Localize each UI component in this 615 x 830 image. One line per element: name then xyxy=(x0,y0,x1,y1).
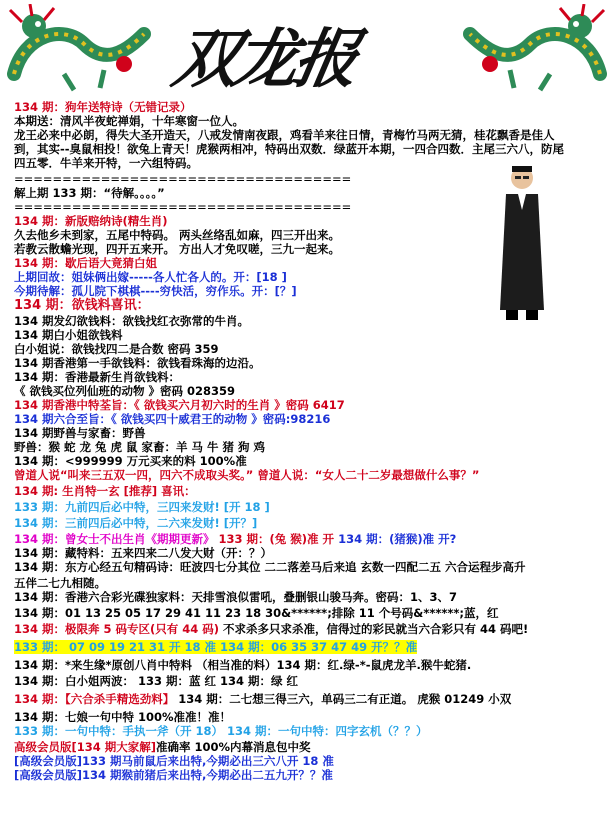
text-line-3-part-1: 龙王必来中必朗，得失大圣开造天，八戒发情南夜跟，鸡看羊来往日情，青梅竹马两无猜，桂花飘香是佳人到，其实--臭鼠相投！欲兔上青天！虎猴两相冲，特码出双数．绿蓝开本期，一四合四数．主尾三六八，防尾四五零．牛羊来开特，一六组特码。 xyxy=(14,128,565,170)
dragon-left-icon xyxy=(4,4,154,96)
text-line-32-part-1: 五伴二七九相随。 xyxy=(14,576,106,590)
text-line-1 xyxy=(14,100,192,114)
text-line-9 xyxy=(14,242,340,256)
text-line-19 xyxy=(14,384,235,398)
text-line-11-part-1: 上期回故：姐妹俩出嫁-----各人忙各人的。开：[18 ] xyxy=(14,270,287,284)
text-line-36-part-1: 133 期： 07 09 19 21 31 开 18 准 134 期：06 35 37 47 49 开？？准 xyxy=(14,640,418,654)
text-line-5 xyxy=(14,186,165,200)
text-line-9-part-1: 若教云散蟾光现，四开五来开。 方出人才免叹嗟，三九一起来。 xyxy=(14,242,341,256)
text-line-42-part-1: 高级会员版[134 期大家解] xyxy=(14,740,157,754)
text-line-30 xyxy=(14,546,272,560)
text-line-25-part-1: 曾道人说“叫来三五双一四，四六不成取头奖。” 曾道人说：“女人二十二岁最想做什么事？” xyxy=(14,468,480,482)
text-line-30-part-1: 134 期：藏特料：五来四来二八发大财（开：？） xyxy=(14,546,273,560)
text-line-16 xyxy=(14,342,219,356)
text-line-39-part-1: 134 期：【六合杀手精选劲料】 xyxy=(14,692,175,706)
text-line-23 xyxy=(14,440,265,454)
text-line-24-part-1: 134 期：<999999 万元买来的料 100%准 xyxy=(14,454,247,468)
text-line-35-part-2: 不求杀多只求杀准，信得过的彩民就当六合彩只有 44 码吧! xyxy=(219,622,529,636)
text-line-29-part-1: 134 期：曾女士不出生肖《期期更新》 xyxy=(14,532,215,546)
text-line-34-part-1: 134 期：01 13 25 05 17 29 41 11 23 18 30&******;排除 11 个号码&******;蓝，红 xyxy=(14,606,499,620)
text-line-39-part-2: 134 期：二七想三得三六，单码三二有正道。 虎猴 01249 小双 xyxy=(174,692,512,706)
text-line-29-part-2: 133 期：(兔 猴)准 开 xyxy=(214,532,339,546)
text-line-7-part-1: 134 期：新版赔纳诗(精生肖) xyxy=(14,214,168,228)
text-line-17 xyxy=(14,356,261,370)
text-line-26-part-1: 134 期: 生肖特一玄 [推荐] 喜讯： xyxy=(14,484,196,498)
header xyxy=(0,0,615,98)
text-line-10 xyxy=(14,256,157,270)
text-line-15-part-1: 134 期白小姐欲钱料 xyxy=(14,328,123,342)
text-line-43-part-1: [高级会员版]133 期马前鼠后来出特,今期必出三六八开 18 准 xyxy=(14,754,334,768)
text-line-41-part-1: 133 期：一句中特：手执一斧（开 18） 134 期：一句中特：四字玄机（？？） xyxy=(14,724,428,738)
text-line-38 xyxy=(14,674,298,688)
text-line-7 xyxy=(14,214,168,228)
text-line-28 xyxy=(14,516,257,530)
text-line-3 xyxy=(14,128,570,170)
text-line-5-part-1: 解上期 133 期：“待解。。。。” xyxy=(14,186,165,200)
text-line-31 xyxy=(14,560,526,574)
text-line-4-part-1: =================================== xyxy=(14,172,352,186)
text-line-13 xyxy=(14,298,150,313)
text-line-6-part-1: =================================== xyxy=(14,200,352,214)
text-line-14-part-1: 134 期发幻欲钱料：欲钱找红衣弥常的牛肖。 xyxy=(14,314,250,328)
text-line-1-part-1: 134 期：狗年送特诗（无错记录） xyxy=(14,100,192,114)
text-line-40-part-1: 134 期：七娘一句中特 100%准准！准！ xyxy=(14,710,232,724)
text-line-35 xyxy=(14,622,528,636)
text-line-33-part-1: 134 期：香港六合彩光碟独家料：天排雪浪似雷吼，叠删银山骏马奔。密码：1、3、7 xyxy=(14,590,458,604)
text-line-8-part-1: 久去他乡未到家，五尾中特码。 两头丝络乱如麻，四三开出来。 xyxy=(14,228,341,242)
text-line-29 xyxy=(14,532,456,546)
text-line-2-part-1: 本期送：清风半夜蛇禅娟，十年寒窗一位人。 xyxy=(14,114,244,128)
text-line-35-part-1: 134 期：极限奔 5 码专区(只有 44 码) xyxy=(14,622,220,636)
text-line-12 xyxy=(14,284,297,298)
text-line-42 xyxy=(14,740,311,754)
text-line-11 xyxy=(14,270,287,284)
text-line-40 xyxy=(14,710,231,724)
text-line-16-part-1: 白小姐说：欲钱找四二是合数 密码 359 xyxy=(14,342,219,356)
text-line-18-part-1: 134 期：香港最新生肖欲钱料： xyxy=(14,370,181,384)
dragon-right-icon xyxy=(460,4,610,96)
text-line-27 xyxy=(14,500,270,514)
text-line-20 xyxy=(14,398,345,412)
text-line-10-part-1: 134 期：歇后语大竟猜白姐 xyxy=(14,256,158,270)
text-line-17-part-1: 134 期香港第一手欲钱料：欲钱看珠海的边沿。 xyxy=(14,356,261,370)
text-line-22 xyxy=(14,426,146,440)
text-line-6 xyxy=(14,200,351,214)
text-line-29-part-3: 134 期：(猪猴)准 开? xyxy=(338,532,457,546)
text-line-44 xyxy=(14,768,333,782)
text-line-21-part-1: 134 期六合至旨：《 欲钱买四十威君王的动物 》密码:98216 xyxy=(14,412,331,426)
text-line-24 xyxy=(14,454,247,468)
text-line-12-part-1: 今期待解：孤儿院下棋棋----穷快活，穷作乐。开：[？] xyxy=(14,284,297,298)
text-line-41 xyxy=(14,724,428,738)
text-line-39 xyxy=(14,692,511,706)
text-line-2 xyxy=(14,114,244,128)
text-line-37 xyxy=(14,658,471,672)
text-line-8 xyxy=(14,228,340,242)
text-line-36 xyxy=(14,640,417,654)
text-line-22-part-1: 134 期野兽与家畜：野兽 xyxy=(14,426,146,440)
text-line-23-part-1: 野兽：猴 蛇 龙 兔 虎 鼠 家畜：羊 马 牛 猪 狗 鸡 xyxy=(14,440,266,454)
text-line-37-part-1: 134 期：*来生缘*原创八肖中特料 （相当准的料）134 期：红.绿-*-鼠虎龙羊.猴牛蛇猪. xyxy=(14,658,472,672)
text-line-21 xyxy=(14,412,330,426)
text-line-42-part-2: 准确率 100%内幕消息包中奖 xyxy=(156,740,311,754)
text-line-31-part-1: 134 期：东方心经五句精码诗：旺波四七分其位 二二落差马后来追 玄数一四配二五 六合运程步高升 xyxy=(14,560,526,574)
text-line-25 xyxy=(14,468,479,482)
text-line-18 xyxy=(14,370,180,384)
text-line-38-part-1: 134 期：白小姐两波： 133 期：蓝 红 134 期：绿 红 xyxy=(14,674,299,688)
text-line-44-part-1: [高级会员版]134 期猴前猪后来出特,今期必出二五九开？？准 xyxy=(14,768,333,782)
text-line-34 xyxy=(14,606,499,620)
man-figure-icon xyxy=(492,160,552,325)
text-line-27-part-1: 133 期：九前四后必中特，三四来发财! [开 18 ] xyxy=(14,500,270,514)
text-line-43 xyxy=(14,754,334,768)
text-line-33 xyxy=(14,590,457,604)
text-line-32 xyxy=(14,576,106,590)
text-line-15 xyxy=(14,328,123,342)
page-title: 双龙报 xyxy=(167,22,361,97)
text-line-14 xyxy=(14,314,249,328)
text-line-26 xyxy=(14,484,196,498)
text-line-20-part-1: 134 期香港中特荃旨：《 欲钱买六月初六时的生肖 》密码 6417 xyxy=(14,398,345,412)
text-line-13-part-1: 134 期：欲钱料喜讯： xyxy=(14,298,150,313)
text-line-19-part-1: 《 欲钱买位列仙班的动物 》密码 028359 xyxy=(14,384,236,398)
text-line-4 xyxy=(14,172,351,186)
text-line-28-part-1: 134 期：三前四后必中特，二六来发财! [开？] xyxy=(14,516,258,530)
